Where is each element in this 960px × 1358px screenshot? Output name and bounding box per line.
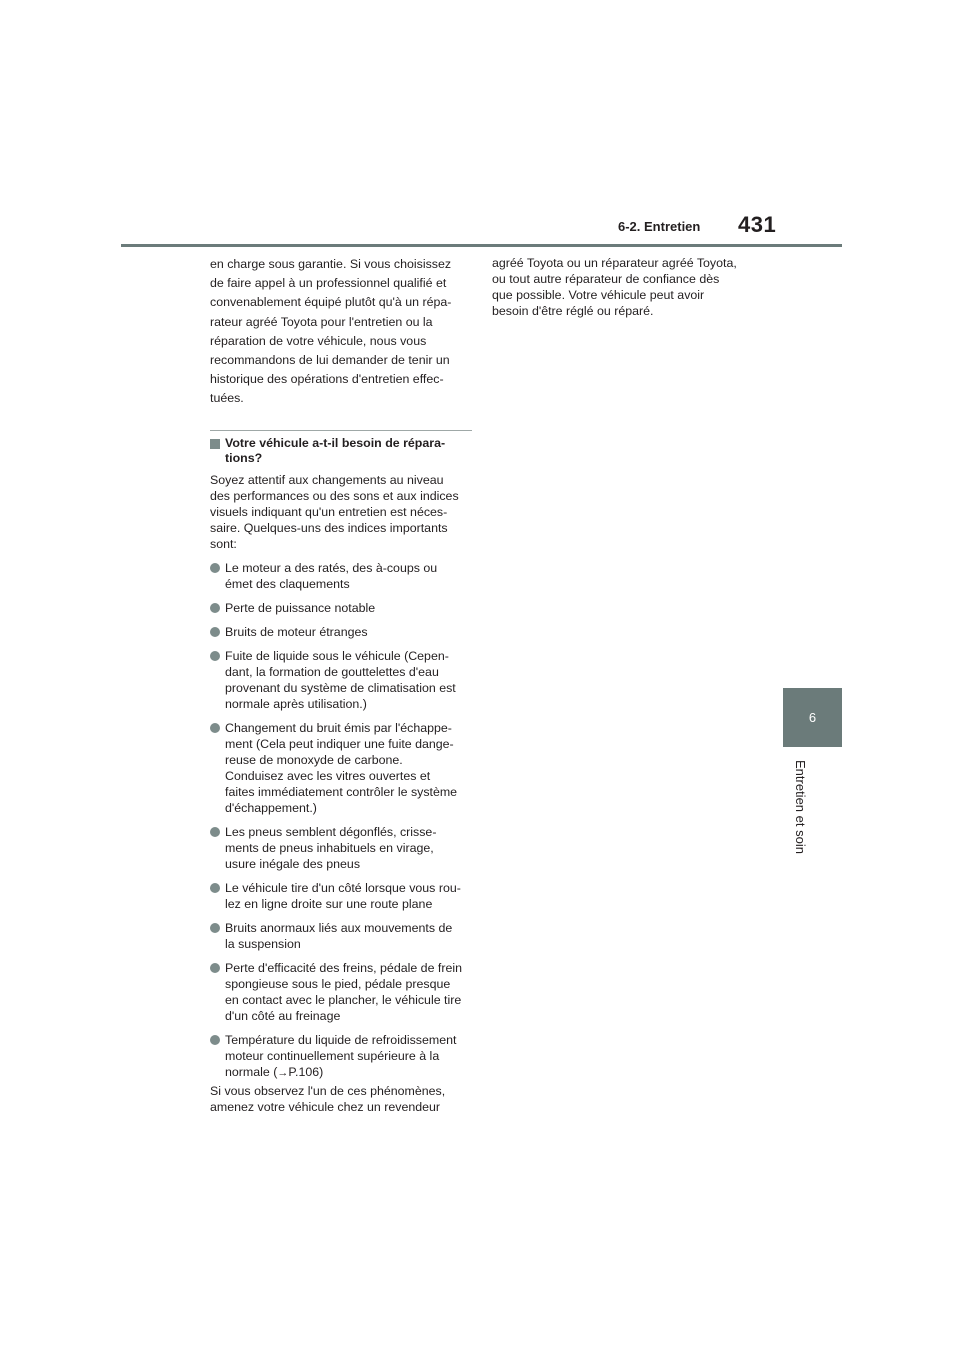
intro-line: recommandons de lui demander de tenir un <box>210 353 450 368</box>
list-item-text: Les pneus semblent dégonflés, crisse- ments de pneus inhabituels en virage, usure inégale des pneus <box>225 824 437 871</box>
right-column-paragraph: agréé Toyota ou un réparateur agréé Toyota, ou tout autre réparateur de confiance dès que possible. Votre véhicule peut avoir besoin d'être réglé ou réparé. <box>492 256 737 318</box>
circle-bullet-icon <box>210 651 220 661</box>
left-column <box>210 255 472 1115</box>
circle-bullet-icon <box>210 723 220 733</box>
list-item-text: Perte d'efficacité des freins, pédale de frein spongieuse sous le pied, pédale presque en contact avec le plancher, le véhicule tire d'un côté au freinage <box>225 960 463 1023</box>
intro-line: de faire appel à un professionnel qualifié et <box>210 276 447 291</box>
list-item <box>210 624 472 640</box>
list-item-text <box>225 1032 456 1081</box>
list-item <box>210 720 472 816</box>
intro-line: rateur agréé Toyota pour l'entretien ou la <box>210 314 433 329</box>
list-item-text: Perte de puissance notable <box>225 600 376 615</box>
chapter-number: 6 <box>808 710 817 725</box>
list-item <box>210 1032 472 1081</box>
list-item <box>210 648 472 712</box>
list-item <box>210 880 472 912</box>
list-item-text: Le moteur a des ratés, des à-coups ou émet des claquements <box>225 560 438 591</box>
list-item <box>210 824 472 872</box>
intro-line: historique des opérations d'entretien effec- <box>210 372 444 387</box>
page-reference-link[interactable]: P.106) <box>288 1064 324 1079</box>
intro-line: tuées. <box>210 391 244 406</box>
circle-bullet-icon <box>210 603 220 613</box>
section-intro: Soyez attentif aux changements au niveau des performances ou des sons et aux indices visuels indiquant qu'un entretien est néces- saire. Quelques-uns des indices importants sont: <box>210 472 459 551</box>
circle-bullet-icon <box>210 627 220 637</box>
circle-bullet-icon <box>210 1035 220 1045</box>
intro-line: réparation de votre véhicule, nous vous <box>210 333 427 348</box>
list-item-text: Changement du bruit émis par l'échappe- ment (Cela peut indiquer une fuite dange- reuse de monoxyde de carbone. Conduisez avec les vitres ouvertes et faites immédiatement contrôler le système d'échappement.) <box>225 720 458 815</box>
section-heading-text: Votre véhicule a-t-il besoin de répara- tions? <box>225 435 446 465</box>
list-item <box>210 960 472 1024</box>
circle-bullet-icon <box>210 923 220 933</box>
list-item-text: Bruits anormaux liés aux mouvements de la suspension <box>225 920 453 951</box>
list-item <box>210 560 472 592</box>
circle-bullet-icon <box>210 963 220 973</box>
page-number: 431 <box>738 212 777 237</box>
list-item-text: Fuite de liquide sous le véhicule (Cepen- dant, la formation de gouttelettes d'eau provenant du système de climatisation est normale après utilisation.) <box>225 648 456 711</box>
list-item <box>210 920 472 952</box>
circle-bullet-icon <box>210 827 220 837</box>
closing-paragraph: Si vous observez l'un de ces phénomènes, amenez votre véhicule chez un revendeur <box>210 1083 446 1114</box>
list-item <box>210 600 472 616</box>
intro-line: en charge sous garantie. Si vous choisissez <box>210 257 452 271</box>
list-item-text-body: Température du liquide de refroidissement moteur continuellement supérieure à la normale ( <box>225 1032 457 1079</box>
arrow-right-icon: → <box>277 1066 289 1079</box>
header-divider <box>121 244 842 247</box>
square-bullet-icon <box>210 439 220 449</box>
section-title: 6-2. Entretien <box>618 219 701 234</box>
circle-bullet-icon <box>210 563 220 573</box>
list-item-text: Bruits de moteur étranges <box>225 624 368 639</box>
section-divider <box>210 430 472 431</box>
intro-line: convenablement équipé plutôt qu'à un répa- <box>210 295 452 310</box>
circle-bullet-icon <box>210 883 220 893</box>
section-heading <box>210 436 472 466</box>
chapter-title: Entretien et soin <box>793 760 808 854</box>
chapter-tab <box>783 688 842 747</box>
list-item-text: Le véhicule tire d'un côté lorsque vous rou- lez en ligne droite sur une route plane <box>225 880 461 911</box>
